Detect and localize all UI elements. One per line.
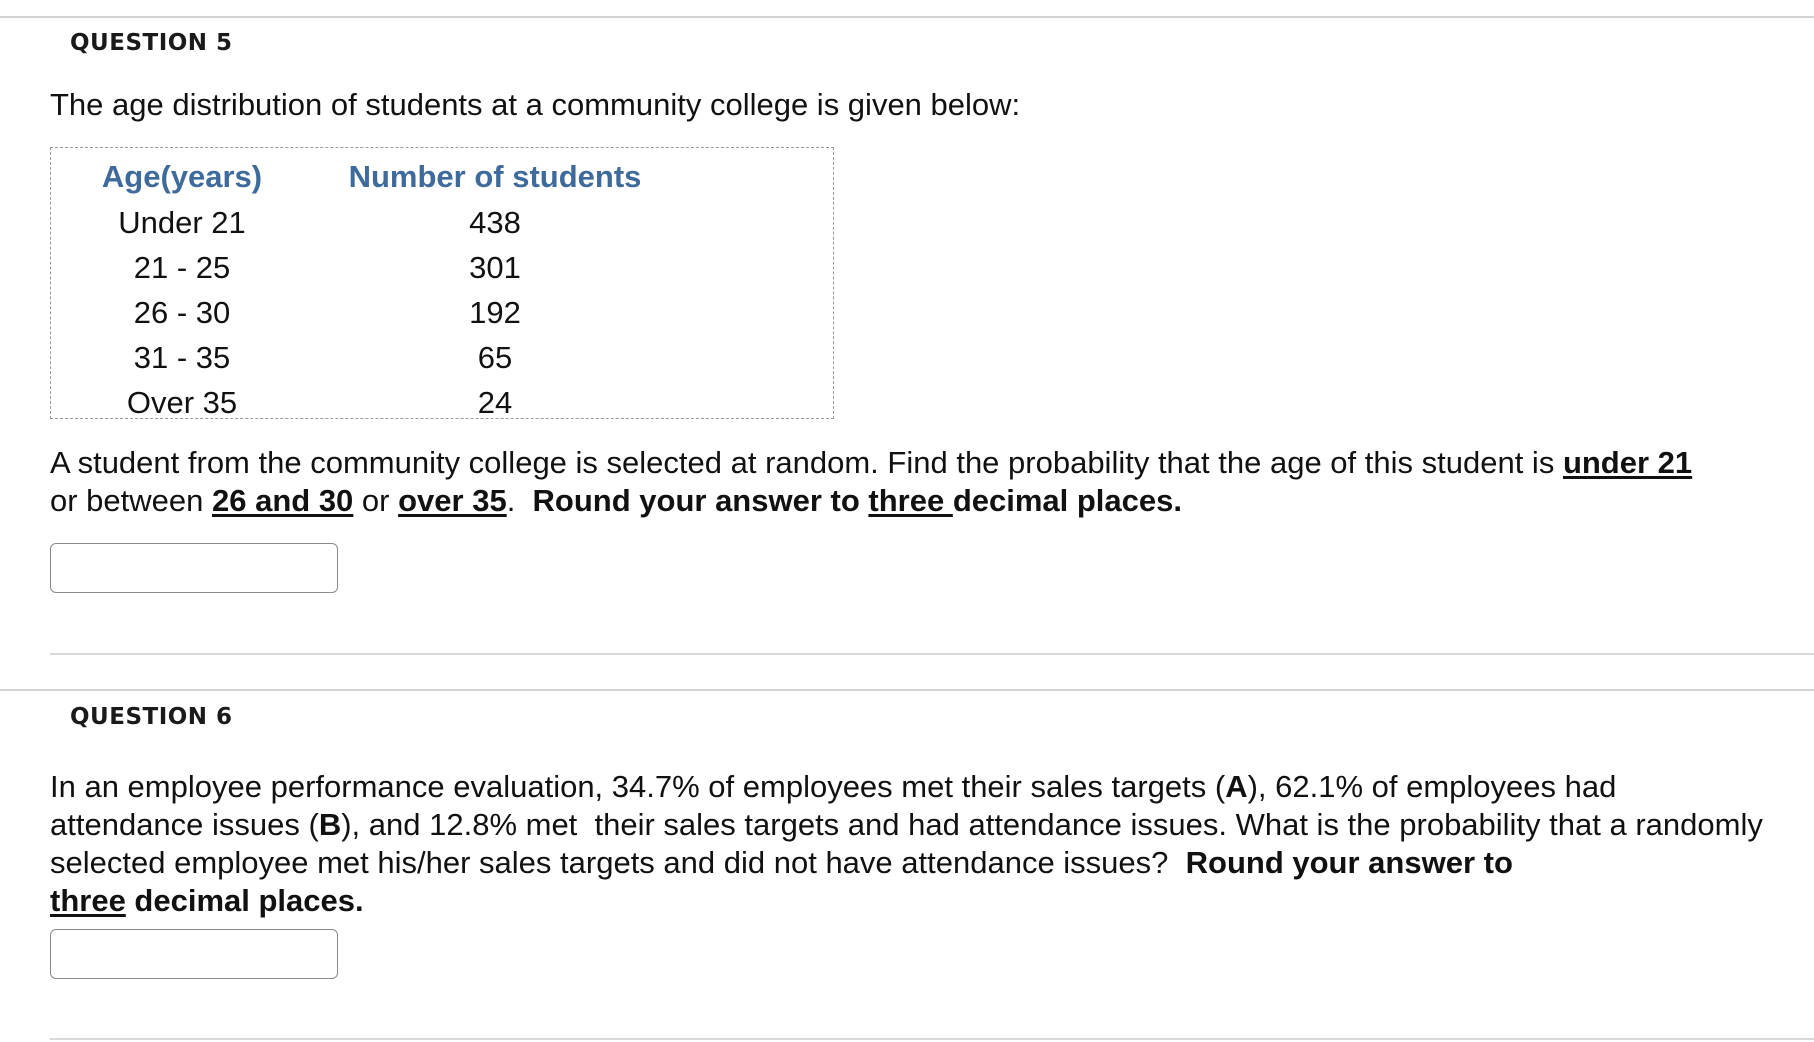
emphasis-26-and-30: 26 and 30 bbox=[212, 483, 354, 518]
count-cell: 192 bbox=[469, 294, 521, 330]
age-distribution-table bbox=[51, 154, 677, 425]
rounding-instruction-end: decimal places. bbox=[125, 883, 364, 918]
count-cell: 301 bbox=[469, 249, 521, 285]
students-column-header: Number of students bbox=[348, 159, 642, 194]
rounding-instruction: Round your answer to bbox=[1185, 845, 1513, 880]
top-divider bbox=[0, 16, 1814, 18]
question-5-intro: The age distribution of students at a community college is given below: bbox=[50, 87, 1021, 122]
question-6-heading: QUESTION 6 bbox=[70, 704, 233, 730]
age-cell: 26 - 30 bbox=[133, 294, 231, 330]
table-row bbox=[51, 290, 677, 335]
question-5-text-part: or bbox=[353, 483, 399, 518]
age-column-header: Age(years) bbox=[101, 159, 263, 194]
question-5-text-part: or between bbox=[50, 483, 212, 518]
question-6-top-divider bbox=[0, 689, 1814, 691]
count-cell: 24 bbox=[477, 384, 513, 420]
event-b-label: B bbox=[318, 807, 342, 842]
age-cell: Over 35 bbox=[126, 384, 238, 420]
age-cell: 31 - 35 bbox=[133, 339, 231, 375]
question-5-text bbox=[50, 444, 1770, 520]
question-5-text-part: A student from the community college is selected at random. Find the probability that the age of this student is bbox=[50, 445, 1563, 480]
table-row bbox=[51, 200, 677, 245]
question-5-heading: QUESTION 5 bbox=[70, 30, 233, 56]
question-6-text bbox=[50, 768, 1770, 920]
table-row bbox=[51, 335, 677, 380]
question-6-answer-input[interactable] bbox=[50, 929, 338, 979]
emphasis-under-21: under 21 bbox=[1562, 445, 1693, 480]
table-row bbox=[51, 380, 677, 425]
age-distribution-table-container bbox=[50, 147, 834, 419]
rounding-instruction: Round your answer to bbox=[532, 483, 869, 518]
table-row bbox=[51, 245, 677, 290]
age-cell: Under 21 bbox=[118, 204, 246, 240]
question-5-text-part: . bbox=[506, 483, 533, 518]
question-5-answer-input[interactable] bbox=[50, 543, 338, 593]
age-cell: 21 - 25 bbox=[133, 249, 231, 285]
emphasis-over-35: over 35 bbox=[398, 483, 507, 518]
question-5-bottom-divider bbox=[50, 653, 1814, 655]
emphasis-three: three bbox=[868, 483, 953, 518]
count-cell: 438 bbox=[469, 204, 521, 240]
question-6-text-part: In an employee performance evaluation, 34.7% of employees met their sales targets ( bbox=[50, 769, 1226, 804]
table-header-row bbox=[51, 154, 677, 200]
question-6-bottom-divider bbox=[50, 1038, 1814, 1040]
rounding-instruction-end: decimal places. bbox=[952, 483, 1182, 518]
question-6-text-part: ), 62.1% of employees had attendance issues ( bbox=[50, 769, 1617, 842]
emphasis-three: three bbox=[50, 883, 126, 918]
question-6-text-part: ), and 12.8% met their sales targets and had attendance issues. What is the probability that a randomly selected employee met his/her sales targets and did not have attendance issues? bbox=[50, 807, 1772, 880]
event-a-label: A bbox=[1225, 769, 1248, 804]
count-cell: 65 bbox=[477, 339, 513, 375]
